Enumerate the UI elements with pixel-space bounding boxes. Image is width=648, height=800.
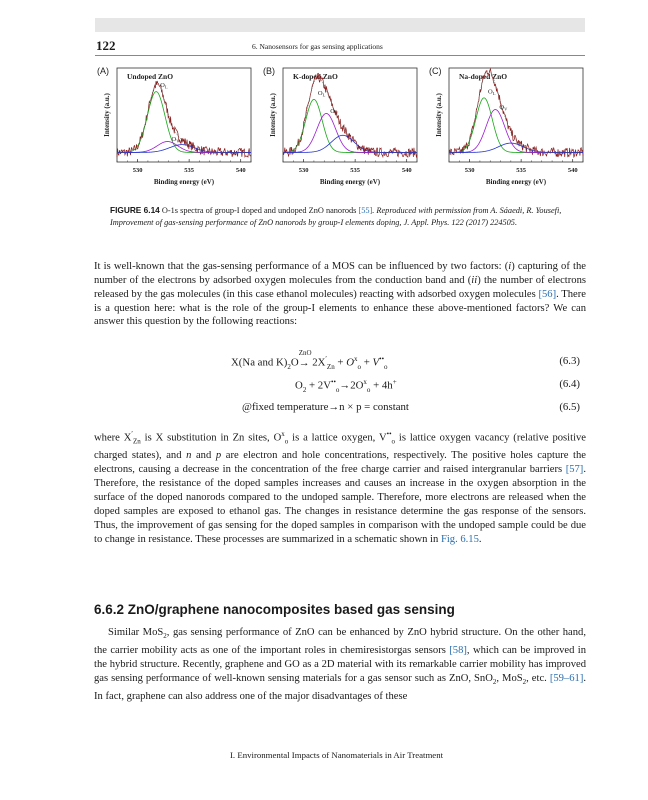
para2-text-6: are electron and hole concentrations, respectively. The positive holes capture the electrons, causing a decrease in the concentration of the free charge carrier and raised intergranular barriers xyxy=(94,450,586,476)
x-tick-label: 530 xyxy=(132,167,143,174)
para2-text-5: and xyxy=(191,450,216,462)
peak-label-ol: $O_L$ xyxy=(317,89,326,98)
paragraph-mechanism xyxy=(94,428,586,546)
x-tick-label: 535 xyxy=(184,167,195,174)
eq-sup-dots: •• xyxy=(379,355,385,363)
para2-sub-3: o xyxy=(391,437,396,446)
x-tick-label: 540 xyxy=(567,167,578,174)
peak-label-sub: V xyxy=(504,106,508,112)
y-axis-label: Intensity (a.u.) xyxy=(269,93,277,137)
x-tick-label: 540 xyxy=(401,167,412,174)
para1-text-4: . There is a question here: what is the role of the group-I elements to enhance these above-mentioned factors? We can answer this question by the following reactions: xyxy=(94,288,586,328)
para3-text-6: . In fact, graphene can also address one of the major disadvantages of these xyxy=(94,672,587,702)
para3-sub-1: 2 xyxy=(163,632,167,641)
x-tick-label: 530 xyxy=(464,167,475,174)
component-ol xyxy=(117,92,251,153)
equation-6-5-body: @fixed temperature→n × p = constant xyxy=(242,401,409,413)
eq-x-na-k: X(Na and K) xyxy=(231,356,288,369)
y-axis-label: Intensity (a.u.) xyxy=(435,93,443,137)
equation-number-6-5: (6.5) xyxy=(559,401,580,413)
equation-6-3 xyxy=(94,348,586,371)
para2-n: n xyxy=(186,450,192,462)
para2-text-2: is X substitution in Zn sites, O xyxy=(140,432,282,444)
equation-6-5 xyxy=(94,401,586,417)
xps-chart-0 xyxy=(93,62,257,202)
xps-chart-2 xyxy=(425,62,589,202)
section-heading: 6.6.2 ZnO/graphene nanocomposites based gas sensing xyxy=(94,602,455,617)
eq-sub-o-4: o xyxy=(366,385,371,394)
x-axis-label: Binding energy (eV) xyxy=(153,178,215,186)
panel-label: (C) xyxy=(429,66,442,76)
para2-p: p xyxy=(215,450,222,462)
header-rule xyxy=(95,55,585,56)
eq-plus-2: + xyxy=(361,356,373,369)
equation-number-6-4: (6.4) xyxy=(559,378,580,390)
eq-arrow: → xyxy=(298,356,310,369)
x-tick-label: 535 xyxy=(516,167,527,174)
eq-o: O xyxy=(290,356,299,369)
eq-sup-plus: + xyxy=(392,378,397,386)
eq-arrow-2o: →2O xyxy=(339,379,364,392)
para3-text-2: , gas sensing performance of ZnO can be enhanced by ZnO hybrid structure. On the other hand, the carrier mobility acts as one of the important roles in chemiresistorgas sensors xyxy=(94,627,586,656)
para1-roman-i: i xyxy=(508,261,512,272)
equation-6-4 xyxy=(94,378,586,394)
peak-label-sub: L xyxy=(322,92,326,98)
plot-frame xyxy=(283,68,417,162)
para3-citation-link-1[interactable]: [58] xyxy=(449,644,467,656)
eq-o2: O xyxy=(295,379,303,392)
running-head: 6. Nanosensors for gas sensing applications xyxy=(252,42,383,51)
eq-prime: ′ xyxy=(325,355,327,363)
figure-6-15-link[interactable]: Fig. 6.15 xyxy=(440,533,479,545)
figure-6-14 xyxy=(93,62,589,202)
eq-sub-2: 2 xyxy=(287,362,291,371)
para3-text-4: , MoS xyxy=(496,672,523,684)
figure-caption xyxy=(110,204,588,229)
eq-plus-4h: + 4h xyxy=(370,379,393,392)
panel-label: (B) xyxy=(263,66,275,76)
para3-text-3: , which can be improved in the hybrid structure. Recently, graphene and GO as a 2D material with its remarkable carrier mobility has improved gas sensing performance of well-known sensing materials for a gas sensor such as ZnO, SnO xyxy=(94,644,587,684)
xps-panel-a xyxy=(93,62,257,202)
x-tick-label: 530 xyxy=(298,167,309,174)
eq-plus-2v: + 2V xyxy=(306,379,331,392)
eq-sup-dots-2: •• xyxy=(331,378,336,386)
para2-sup-1: ′ xyxy=(131,430,133,438)
peak-label-ol: $O_L$ xyxy=(160,82,168,90)
peak-label-sub: V xyxy=(334,110,339,116)
eq-zno-over-arrow: ZnO xyxy=(298,348,312,357)
equation-number-6-3: (6.3) xyxy=(559,355,580,367)
panel-title: Na-doped ZnO xyxy=(459,72,508,81)
caption-citation-link[interactable]: [55] xyxy=(358,206,373,215)
equation-6-4-body xyxy=(295,378,397,394)
para2-text-8: . xyxy=(478,533,482,545)
para3-sub-3: 2 xyxy=(522,677,527,686)
para3-citation-link-2[interactable]: [59–61] xyxy=(549,672,584,684)
para1-text-1: It is well-known that the gas-sensing performance of a MOS can be influenced by two factors: ( xyxy=(94,261,509,272)
para2-text-3: is a lattice oxygen, V xyxy=(288,432,387,444)
caption-permission: . Reproduced with permission from A. Sáaedi, R. Yousefi, Improvement of gas-sensing performance of ZnO nanorods by group-I elements doping, J. Appl. Phys. 122 (2017) 224505. xyxy=(110,206,562,227)
xps-chart-1 xyxy=(259,62,423,202)
peak-label-sub: L xyxy=(492,90,496,96)
x-axis-label: Binding energy (eV) xyxy=(319,178,381,186)
raw-spectrum xyxy=(283,73,417,157)
peak-label-ov: $O_V$ xyxy=(330,108,339,116)
para3-text-5: , etc. xyxy=(526,672,550,684)
para3-text-1: Similar MoS xyxy=(108,627,164,638)
header-bar xyxy=(95,18,585,32)
eq-sup-x-2: x xyxy=(363,378,367,386)
xps-panel-c xyxy=(425,62,589,202)
para2-text-7: . Therefore, the resistance of the doped samples increases and causes an increase in the oxygen absorption in the surface of the doped nanorods compared to the undoped sample. Therefore, more electrons are released when the doped samples are exposed to ethanol gas. The changes in resistance determine the gas response of the sensors. Thus, the improvement of gas sensing for the doped samples in comparison with the undoped sample could be due to change in resistance. These processes are summarized in a schematic shown in xyxy=(94,464,586,545)
panel-title: K-doped ZnO xyxy=(293,72,338,81)
plot-frame xyxy=(449,68,583,162)
page-footer: I. Environmental Impacts of Nanomaterials in Air Treatment xyxy=(230,750,444,760)
caption-label: FIGURE 6.14 xyxy=(110,205,160,215)
equation-6-3-body xyxy=(231,348,388,371)
paragraph-intro xyxy=(94,260,586,329)
para2-sub-1: Zn xyxy=(132,437,141,446)
component-ov xyxy=(449,110,583,153)
eq-sub-o: o xyxy=(357,362,362,371)
x-tick-label: 540 xyxy=(235,167,246,174)
panel-label: (A) xyxy=(97,66,109,76)
xps-panel-b xyxy=(259,62,423,202)
para1-roman-ii: ii xyxy=(471,274,478,286)
peak-label-ol: $O_L$ xyxy=(488,88,496,96)
fit-envelope xyxy=(449,71,583,153)
para2-sup-3: •• xyxy=(386,430,392,438)
raw-spectrum xyxy=(117,81,251,157)
para2-citation-link[interactable]: [57] xyxy=(565,464,584,476)
eq-v: V xyxy=(372,356,380,369)
x-axis-label: Binding energy (eV) xyxy=(485,178,547,186)
para2-text-4: is lattice oxygen vacancy (relative positive charged states), and xyxy=(94,432,587,462)
eq-sub-o-3: o xyxy=(335,385,340,394)
peak-label-ov: $O_V$ xyxy=(171,136,180,144)
para1-text-2: ) capturing of the number of the electrons by adsorbed oxygen molecules from the conduction band and ( xyxy=(94,261,586,286)
panel-title: Undoped ZnO xyxy=(127,72,174,81)
eq-o-lattice: O xyxy=(346,356,355,369)
x-tick-label: 535 xyxy=(350,167,361,174)
para1-citation-link[interactable]: [56] xyxy=(538,288,557,300)
peak-label-sub: L xyxy=(164,84,168,90)
para2-text-1: where X xyxy=(94,432,132,444)
page-number: 122 xyxy=(96,38,116,53)
para1-text-3: ) the number of electrons released by the gas molecules (in this case ethanol molecules) reacting with adsorbed oxygen molecules xyxy=(94,274,586,300)
para3-sub-2: 2 xyxy=(492,677,497,686)
paragraph-graphene xyxy=(94,626,586,703)
fit-envelope xyxy=(283,78,417,153)
eq-plus: + xyxy=(334,356,347,369)
eq-sub-zn: Zn xyxy=(326,362,335,371)
peak-label-sub: V xyxy=(176,138,180,144)
peak-label-ov: $O_V$ xyxy=(499,104,508,112)
para2-sup-2: x xyxy=(281,430,285,438)
para2-sub-2: o xyxy=(284,437,289,446)
y-axis-label: Intensity (a.u.) xyxy=(103,93,111,137)
caption-text: O-1s spectra of group-I doped and undoped ZnO nanorods xyxy=(161,206,359,215)
eq-2x: 2X xyxy=(312,356,326,369)
eq-sub-o-2: o xyxy=(384,362,388,371)
eq-sub-2-o2: 2 xyxy=(302,385,307,394)
eq-sup-x: x xyxy=(354,355,358,363)
